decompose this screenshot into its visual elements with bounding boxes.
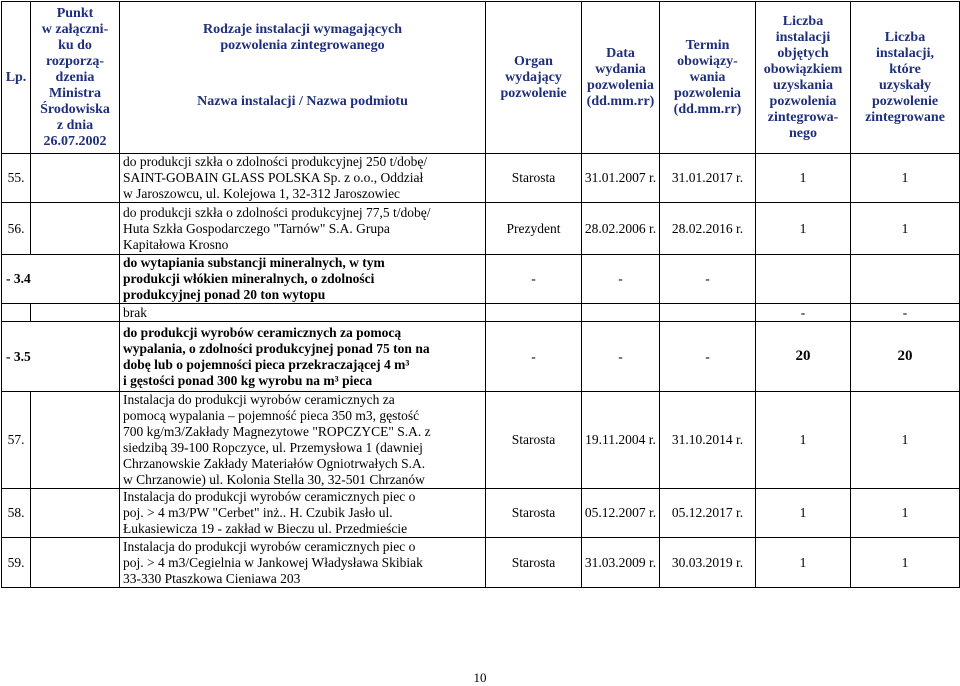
name-line: produkcji włókien mineralnych, o zdolności <box>123 271 375 286</box>
header-organ <box>486 2 582 154</box>
punkt-cell <box>31 154 120 203</box>
date-cell: 31.01.2007 r. <box>582 154 660 203</box>
name-cell <box>120 154 486 203</box>
lp-cell <box>2 392 31 489</box>
count-objetych-cell: 20 <box>756 322 851 392</box>
header-line: obowiązy- <box>677 53 738 69</box>
header-line: dzenia <box>55 69 95 85</box>
name-line: produkcyjnej ponad 20 ton wytopu <box>123 287 326 302</box>
count-uzyskaly-cell: 1 <box>851 203 960 255</box>
header-line: w załączni- <box>41 21 109 37</box>
header-line: obowiązkiem <box>763 61 843 77</box>
header-line: wydania <box>595 61 646 77</box>
header-line: wania <box>689 69 726 85</box>
name-line: Instalacja do produkcji wyrobów ceramicznych piec o <box>123 538 416 554</box>
header-line: pozwolenia zintegrowanego <box>220 38 385 53</box>
name-line: 33-330 Ptaszkowa Cieniawa 203 <box>123 570 301 586</box>
lp-cell <box>2 489 31 538</box>
header-line: Rodzaje instalacji wymagających <box>202 22 403 37</box>
name-line: SAINT-GOBAIN GLASS POLSKA Sp. z o.o., Oddział <box>123 170 424 185</box>
header-line: które <box>889 61 921 77</box>
punkt-number: - 3.5 <box>6 348 31 364</box>
name-line: Instalacja do produkcji wyrobów ceramicznych piec o <box>123 489 416 504</box>
name-line: w Jaroszowcu, ul. Kolejowa 1, 32-312 Jaroszowiec <box>123 186 401 201</box>
table-row <box>2 255 960 304</box>
date-cell <box>582 304 660 322</box>
table-row <box>2 538 960 588</box>
header-line: uzyskania <box>773 77 833 93</box>
header-line: z dnia <box>56 117 94 133</box>
date-cell: 05.12.2007 r. <box>582 489 660 538</box>
header-line: Data <box>606 45 635 61</box>
header-nazwa: Nazwa instalacji / Nazwa podmiotu <box>197 94 408 109</box>
count-uzyskaly-cell: 1 <box>851 154 960 203</box>
header-line: pozwolenia <box>587 77 654 93</box>
term-cell: 31.10.2014 r. <box>660 392 756 489</box>
punkt-cell <box>31 203 120 255</box>
table-row <box>2 322 960 392</box>
table-header-row <box>2 2 960 154</box>
term-cell: 05.12.2017 r. <box>660 489 756 538</box>
term-cell: - <box>660 255 756 304</box>
term-cell: 31.01.2017 r. <box>660 154 756 203</box>
header-data <box>582 2 660 154</box>
name-line: poj. > 4 m3/Cegielnia w Jankowej Władysława Skibiak <box>123 554 423 570</box>
row-number: 59. <box>7 554 25 570</box>
installations-table <box>1 1 960 588</box>
header-punkt <box>31 2 120 154</box>
header-name <box>120 2 486 154</box>
count-uzyskaly-cell: 1 <box>851 489 960 538</box>
organ-cell: Starosta <box>486 489 582 538</box>
name-line: pomocą wypalania – pojemność pieca 350 m3, gęstość <box>123 408 420 423</box>
header-line: rozporzą- <box>45 53 105 69</box>
punkt-cell <box>31 392 120 489</box>
date-cell: 28.02.2006 r. <box>582 203 660 255</box>
count-objetych-cell: 1 <box>756 203 851 255</box>
name-line: w Chrzanowie) ul. Kolonia Stella 30, 32-501 Chrzanów <box>123 472 425 487</box>
name-line: dobę lub o pojemności pieca przekraczającej 4 m³ <box>123 356 410 372</box>
count-objetych-cell: 1 <box>756 154 851 203</box>
organ-cell <box>486 304 582 322</box>
organ-cell: Starosta <box>486 392 582 489</box>
row-number: 55. <box>7 170 25 185</box>
name-line: poj. > 4 m3/PW "Cerbet" inż.. H. Czubik Jasło ul. <box>123 505 393 520</box>
count-objetych-cell: - <box>756 304 851 322</box>
organ-cell: - <box>486 322 582 392</box>
header-liczba-uzyskaly <box>851 2 960 154</box>
name-line: Kapitałowa Krosno <box>123 236 229 252</box>
header-line: wydający <box>505 69 562 85</box>
table-row <box>2 154 960 203</box>
header-line: pozwolenie <box>500 85 567 101</box>
header-termin <box>660 2 756 154</box>
term-cell <box>660 304 756 322</box>
count-objetych-cell: 1 <box>756 538 851 588</box>
punkt-cell <box>31 489 120 538</box>
count-uzyskaly-cell: - <box>851 304 960 322</box>
header-line: Liczba <box>884 29 926 45</box>
organ-cell: Starosta <box>486 154 582 203</box>
lp-cell <box>2 304 31 322</box>
lp-cell <box>2 538 31 588</box>
date-cell: - <box>582 322 660 392</box>
organ-cell: Starosta <box>486 538 582 588</box>
lp-cell <box>2 322 31 392</box>
term-cell: 30.03.2019 r. <box>660 538 756 588</box>
name-line: do wytapiania substancji mineralnych, w tym <box>123 255 385 270</box>
header-line: Termin <box>685 37 730 53</box>
header-line: Organ <box>514 53 553 69</box>
row-number: 58. <box>7 505 25 520</box>
term-cell: 28.02.2016 r. <box>660 203 756 255</box>
punkt-cell <box>31 304 120 322</box>
punkt-cell <box>31 538 120 588</box>
lp-cell <box>2 255 31 304</box>
row-number: 57. <box>7 432 25 447</box>
punkt-number: - 3.4 <box>6 271 31 286</box>
count-objetych-cell: 1 <box>756 489 851 538</box>
date-cell: 19.11.2004 r. <box>582 392 660 489</box>
date-cell: 31.03.2009 r. <box>582 538 660 588</box>
header-line: nego <box>789 125 817 141</box>
row-number: 56. <box>7 220 25 236</box>
header-lp: Lp. <box>2 2 31 154</box>
header-line: (dd.mm.rr) <box>586 93 655 109</box>
name-line: siedzibą 39-100 Ropczyce, ul. Przemysłowa 1 (dawniej <box>123 440 423 455</box>
header-line: (dd.mm.rr) <box>673 101 742 117</box>
name-cell <box>120 392 486 489</box>
count-uzyskaly-cell: 1 <box>851 392 960 489</box>
name-cell <box>120 203 486 255</box>
table-row <box>2 392 960 489</box>
page-number: 10 <box>473 670 487 685</box>
header-line: ku do <box>58 37 92 53</box>
name-line: do produkcji wyrobów ceramicznych za pomocą <box>123 324 402 340</box>
header-line: pozwolenie <box>871 93 939 109</box>
name-cell: brak <box>120 304 486 322</box>
name-cell <box>120 489 486 538</box>
table-row <box>2 304 960 322</box>
organ-cell: - <box>486 255 582 304</box>
name-line: i gęstości ponad 300 kg wyrobu na m³ pieca <box>123 372 373 388</box>
name-line: Chrzanowskie Zakłady Materiałów Ogniotrwałych S.A. <box>123 456 426 471</box>
lp-cell <box>2 203 31 255</box>
header-line: Punkt <box>56 5 94 21</box>
name-cell <box>120 322 486 392</box>
header-line: objętych <box>777 45 829 61</box>
header-line: Środowiska <box>40 101 110 117</box>
header-line: instalacji <box>775 29 831 45</box>
count-uzyskaly-cell: 1 <box>851 538 960 588</box>
count-uzyskaly-cell <box>851 255 960 304</box>
name-line: wypalania, o zdolności produkcyjnej ponad 75 ton na <box>123 340 430 356</box>
header-line: Ministra <box>48 85 102 101</box>
header-line: pozwolenia <box>769 93 837 109</box>
header-line: Liczba <box>782 13 824 29</box>
count-uzyskaly-cell: 20 <box>851 322 960 392</box>
name-line: Instalacja do produkcji wyrobów ceramicznych za <box>123 392 395 407</box>
header-line: 26.07.2002 <box>43 133 107 149</box>
lp-cell <box>2 154 31 203</box>
name-line: 700 kg/m3/Zakłady Magnezytowe "ROPCZYCE" S.A. z <box>123 424 431 439</box>
name-cell <box>120 255 486 304</box>
header-line: uzyskały <box>878 77 932 93</box>
date-cell: - <box>582 255 660 304</box>
count-objetych-cell: 1 <box>756 392 851 489</box>
name-line: do produkcji szkła o zdolności produkcyjnej 250 t/dobę/ <box>123 154 428 169</box>
table-row <box>2 489 960 538</box>
term-cell: - <box>660 322 756 392</box>
table-row <box>2 203 960 255</box>
header-line: pozwolenia <box>674 85 741 101</box>
header-line: zintegrowa- <box>767 109 839 125</box>
header-liczba-objetych <box>756 2 851 154</box>
name-line: Łukasiewicza 19 - zakład w Bieczu ul. Przedmieście <box>123 521 408 536</box>
name-line: do produkcji szkła o zdolności produkcyjnej 77,5 t/dobę/ <box>123 204 431 220</box>
count-objetych-cell <box>756 255 851 304</box>
header-line: instalacji, <box>876 45 934 61</box>
name-line: Huta Szkła Gospodarczego "Tarnów" S.A. Grupa <box>123 220 390 236</box>
name-cell <box>120 538 486 588</box>
header-line: zintegrowane <box>865 109 945 125</box>
organ-cell: Prezydent <box>486 203 582 255</box>
